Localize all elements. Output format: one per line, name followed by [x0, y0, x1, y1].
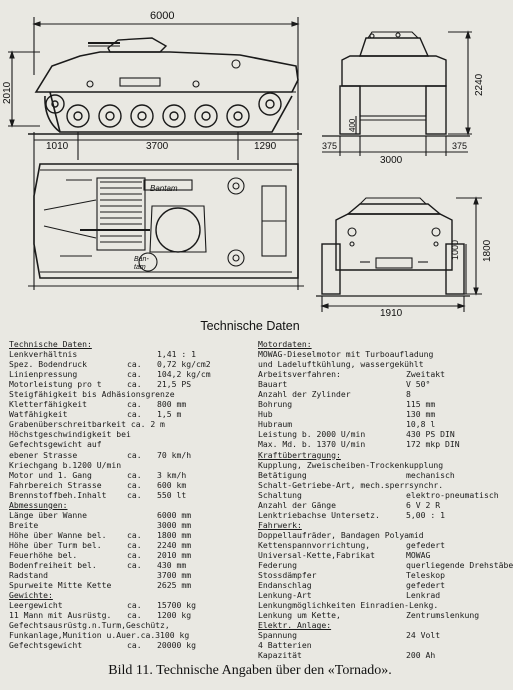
spec-label: Linienpressung: [9, 369, 78, 380]
spec-value: 15700 kg: [157, 600, 196, 611]
dim-right-seg: 1290: [254, 141, 277, 152]
spec-value: 550 lt: [157, 489, 187, 500]
spec-value: 3000 mm: [157, 519, 192, 530]
spec-row: [9, 490, 244, 500]
spec-label: 4 Batterien: [258, 640, 312, 651]
spec-label: Gefechtsgewicht auf: [9, 439, 102, 450]
spec-label: Anzahl der Zylinder: [258, 389, 351, 400]
spec-value: 104,2 kg/cm: [157, 369, 211, 380]
spec-value: 115 mm: [406, 399, 436, 410]
dim-overall-length: 6000: [150, 10, 175, 22]
spec-row: [258, 550, 498, 560]
spec-heading: Elektr. Anlage:: [258, 620, 332, 631]
spec-heading: Motordaten:: [258, 339, 312, 349]
spec-row: [258, 570, 498, 580]
spec-value: 2010 mm: [157, 549, 192, 560]
spec-row: [258, 399, 498, 409]
spec-approx: ca.: [127, 479, 142, 490]
spec-label: Spannung: [258, 630, 297, 641]
dim-left-seg: 1010: [46, 141, 69, 152]
spec-label: Universal-Kette,Fabrikat: [258, 549, 375, 560]
spec-value: querliegende Drehstäbe: [406, 560, 513, 571]
dim-front-width: 3000: [380, 155, 403, 166]
spec-value: 600 km: [157, 479, 187, 490]
spec-approx: ca.: [127, 529, 142, 540]
spec-value: 430 mm: [157, 560, 187, 571]
dim-front-clear: 400: [348, 118, 357, 132]
spec-value: gefedert: [406, 539, 445, 550]
spec-label: Feuerhöhe bel.: [9, 549, 78, 560]
spec-row: [9, 510, 244, 520]
dim-rear-width: 1910: [380, 308, 403, 319]
dim-mid-seg: 3700: [146, 141, 169, 152]
spec-value: Zweitakt: [406, 369, 445, 380]
dim-side-height: 2010: [2, 81, 13, 104]
spec-approx: ca.: [127, 489, 142, 500]
spec-value: 20000 kg: [157, 640, 196, 651]
spec-row: [258, 359, 498, 369]
spec-row: [258, 610, 498, 620]
spec-label: Grabenüberschreitbarkeit ca. 2 m: [9, 419, 165, 430]
spec-approx: ca.: [127, 560, 142, 571]
spec-row: [9, 359, 244, 369]
spec-row: [9, 580, 244, 590]
spec-label: Radstand: [9, 570, 48, 581]
spec-row: [9, 600, 244, 610]
spec-label: Motorleistung pro t: [9, 379, 102, 390]
spec-row: [9, 630, 244, 640]
spec-label: MOWAG-Dieselmotor mit Turboaufladung: [258, 349, 434, 360]
spec-row: [9, 419, 244, 429]
spec-row: [9, 409, 244, 419]
spec-approx: ca.: [127, 600, 142, 611]
side-view-drawing: [8, 17, 302, 146]
spec-value: 1800 mm: [157, 529, 192, 540]
spec-row: [9, 450, 244, 460]
spec-row: [9, 480, 244, 490]
spec-row: [258, 409, 498, 419]
spec-row: [258, 419, 498, 429]
spec-label: Lenktriebachse Untersetz.: [258, 509, 380, 520]
spec-value: mechanisch: [406, 469, 455, 480]
spec-row: [258, 379, 498, 389]
spec-heading: Kraftübertragung:: [258, 449, 341, 460]
spec-label: Spez. Bodendruck: [9, 359, 87, 370]
spec-row: [9, 590, 244, 600]
spec-row: [258, 429, 498, 439]
spec-row: [258, 600, 498, 610]
spec-label: Lenkung-Art: [258, 590, 312, 601]
spec-value: 70 km/h: [157, 449, 192, 460]
spec-row: [258, 560, 513, 571]
spec-approx: ca.: [127, 409, 142, 420]
spec-row: [258, 540, 498, 550]
spec-label: Schaltung: [258, 489, 302, 500]
spec-value: 130 mm: [406, 409, 436, 420]
spec-row: [258, 620, 498, 630]
spec-value: 8: [406, 389, 411, 400]
spec-row: [9, 550, 244, 560]
spec-approx: ca.: [127, 610, 142, 621]
spec-approx: ca.: [127, 359, 142, 370]
spec-row: [258, 650, 498, 660]
spec-label: Breite: [9, 519, 39, 530]
spec-row: [258, 580, 498, 590]
left-data-column: [9, 339, 244, 650]
figure-caption: Bild 11. Technische Angaben über den «Tornado».: [108, 663, 392, 678]
spec-row: [258, 480, 498, 490]
spec-approx: ca.: [127, 469, 142, 480]
spec-approx: ca.: [127, 640, 142, 651]
spec-row: [258, 520, 498, 530]
spec-label: Länge über Wanne: [9, 509, 87, 520]
spec-label: Endanschlag: [258, 580, 312, 591]
plan-label-bantam: Bantam: [150, 184, 178, 193]
spec-row: [258, 590, 498, 600]
spec-value: 2240 mm: [157, 539, 192, 550]
spec-value: Teleskop: [406, 570, 445, 581]
spec-approx: ca.: [127, 449, 142, 460]
spec-value: 24 Volt: [406, 630, 441, 641]
spec-row: [258, 530, 498, 540]
spec-value: 3700 mm: [157, 570, 192, 581]
dim-rear-inner: 1000: [450, 239, 460, 260]
front-view-drawing: [322, 32, 472, 156]
spec-heading: Fahrwerk:: [258, 519, 302, 530]
spec-value: 3 km/h: [157, 469, 187, 480]
spec-row: [258, 510, 498, 520]
spec-label: ebener Strasse: [9, 449, 78, 460]
spec-label: Bauart: [258, 379, 288, 390]
spec-value: MOWAG: [406, 549, 431, 560]
tank-technical-drawing: [0, 0, 500, 320]
spec-label: Höhe über Turm bel.: [9, 539, 102, 550]
spec-value: V 50°: [406, 379, 431, 390]
spec-label: Arbeitsverfahren:: [258, 369, 341, 380]
spec-label: Funkanlage,Munition u.Auer.ca.3100 kg: [9, 630, 190, 641]
spec-label: Leergewicht: [9, 600, 63, 611]
spec-label: Leistung b. 2000 U/min: [258, 429, 366, 440]
spec-label: Hub: [258, 409, 273, 420]
spec-label: Kapazität: [258, 650, 302, 661]
spec-row: [258, 470, 498, 480]
plan-label-bantam-2: Ban- tam: [134, 256, 149, 271]
spec-value: 10,8 l: [406, 419, 436, 430]
spec-value: 5,00 : 1: [406, 509, 445, 520]
section-title: Technische Daten: [200, 319, 300, 333]
spec-value: 200 Ah: [406, 650, 436, 661]
spec-label: Höhe über Wanne bel.: [9, 529, 107, 540]
spec-value: 21,5 PS: [157, 379, 192, 390]
spec-value: Zentrumslenkung: [406, 610, 480, 621]
spec-heading: Abmessungen:: [9, 499, 68, 510]
spec-row: [9, 620, 244, 630]
spec-label: Lenkung um Kette,: [258, 610, 341, 621]
spec-value: 172 mkp DIN: [406, 439, 460, 450]
spec-row: [258, 369, 498, 379]
spec-value: 430 PS DIN: [406, 429, 455, 440]
spec-value: gefedert: [406, 580, 445, 591]
spec-label: Anzahl der Gänge: [258, 499, 336, 510]
spec-row: [9, 540, 244, 550]
spec-label: Steigfähigkeit bis Adhäsionsgrenze: [9, 389, 175, 400]
dim-front-track-left: 375: [322, 141, 338, 151]
spec-heading: Technische Daten:: [9, 339, 92, 349]
spec-label: Hubraum: [258, 419, 293, 430]
spec-label: Kettenspannvorrichtung,: [258, 539, 371, 550]
spec-row: [258, 439, 498, 449]
spec-row: [258, 450, 498, 460]
spec-row: [9, 470, 244, 480]
spec-row: [258, 490, 498, 500]
dim-rear-height: 1800: [482, 239, 493, 262]
spec-value: 6 V 2 R: [406, 499, 441, 510]
spec-label: Fahrbereich Strasse: [9, 479, 102, 490]
spec-label: 11 Mann mit Ausrüstg.: [9, 610, 112, 621]
spec-label: Bohrung: [258, 399, 293, 410]
spec-label: Betätigung: [258, 469, 307, 480]
right-data-column: [258, 339, 513, 661]
spec-label: Lenkverhältnis: [9, 349, 78, 360]
spec-row: [9, 379, 244, 389]
spec-approx: ca.: [127, 549, 142, 560]
spec-label: Kletterfähigkeit: [9, 399, 87, 410]
spec-row: [9, 339, 244, 349]
spec-label: Doppellaufräder, Bandagen Polyamid: [258, 529, 424, 540]
spec-row: [9, 439, 244, 449]
spec-row: [258, 460, 498, 470]
spec-label: und Ladeluftkühlung, wassergekühlt: [258, 359, 424, 370]
spec-row: [258, 349, 498, 359]
dim-front-height: 2240: [474, 73, 485, 96]
spec-row: [9, 560, 244, 570]
spec-label: Max. Md. b. 1370 U/min: [258, 439, 366, 450]
spec-label: Stossdämpfer: [258, 570, 317, 581]
spec-row: [9, 429, 244, 439]
spec-row: [9, 460, 244, 470]
spec-label: Schalt-Getriebe-Art, mech.sperrsynchr.: [258, 479, 444, 490]
spec-approx: ca.: [127, 379, 142, 390]
spec-value: 800 mm: [157, 399, 187, 410]
spec-label: Federung: [258, 560, 297, 571]
spec-row: [258, 339, 498, 349]
spec-label: Höchstgeschwindigkeit bei: [9, 429, 131, 440]
spec-label: Lenkungmöglichkeiten Einradien-Lenkg.: [258, 600, 439, 611]
spec-label: Kupplung, Zweischeiben-Trockenkupplung: [258, 459, 444, 470]
spec-row: [9, 399, 244, 409]
spec-row: [9, 530, 244, 540]
spec-row: [258, 500, 498, 510]
spec-row: [9, 389, 244, 399]
spec-row: [258, 640, 498, 650]
spec-row: [9, 610, 244, 620]
spec-approx: ca.: [127, 539, 142, 550]
spec-label: Watfähigkeit: [9, 409, 68, 420]
spec-row: [9, 349, 244, 359]
spec-label: Gefechtsgewicht: [9, 640, 83, 651]
spec-approx: ca.: [127, 369, 142, 380]
spec-row: [9, 520, 244, 530]
spec-value: 1,41 : 1: [157, 349, 196, 360]
spec-row: [258, 630, 498, 640]
spec-row: [9, 500, 244, 510]
spec-label: Brennstoffbeh.Inhalt: [9, 489, 107, 500]
spec-value: 2625 mm: [157, 580, 192, 591]
spec-heading: Gewichte:: [9, 590, 53, 601]
dim-front-track-right: 375: [452, 141, 468, 151]
spec-label: Bodenfreiheit bel.: [9, 560, 97, 571]
spec-approx: ca.: [127, 399, 142, 410]
plan-view-drawing: [28, 146, 304, 290]
spec-row: [9, 570, 244, 580]
spec-row: [9, 369, 244, 379]
spec-value: 6000 mm: [157, 509, 192, 520]
spec-value: 1,5 m: [157, 409, 182, 420]
spec-row: [9, 640, 244, 650]
spec-label: Motor und 1. Gang: [9, 469, 92, 480]
spec-label: Spurweite Mitte Kette: [9, 580, 112, 591]
spec-value: 0,72 kg/cm2: [157, 359, 211, 370]
spec-value: Lenkrad: [406, 590, 441, 601]
spec-label: Gefechtsausrüstg.n.Turm,Geschütz,: [9, 620, 170, 631]
spec-value: 1200 kg: [157, 610, 192, 621]
spec-label: Kriechgang b.1200 U/min: [9, 459, 122, 470]
spec-row: [258, 389, 498, 399]
spec-value: elektro-pneumatisch: [406, 489, 499, 500]
